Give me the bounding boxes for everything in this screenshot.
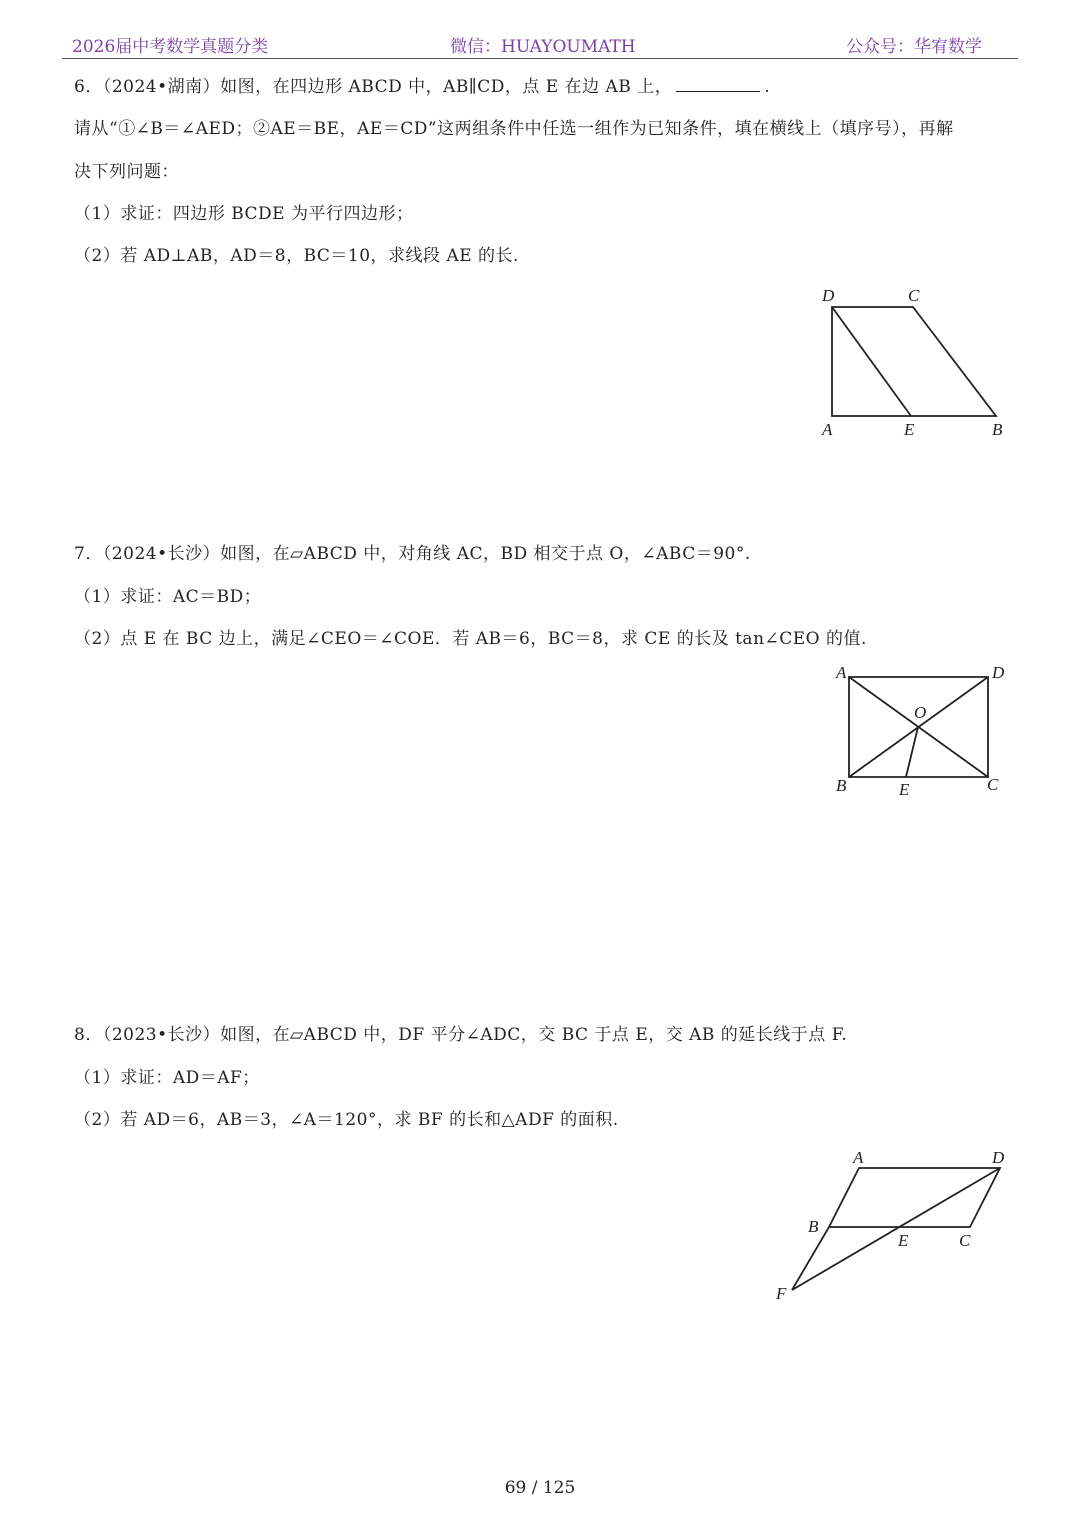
q8-extension-bf [792, 1227, 829, 1290]
q6-label-a: A [822, 420, 833, 439]
q7-label-a: A [836, 663, 847, 682]
q8-label-c: C [959, 1231, 971, 1250]
header-public-account: 公众号：华宥数学 [846, 37, 982, 57]
q6-part2: （2）若 AD⊥AB，AD＝8，BC＝10，求线段 AE 的长. [74, 246, 519, 266]
header-divider [62, 58, 1018, 59]
q7-figure [830, 660, 1040, 805]
q6-conditions-cont: 决下列问题： [74, 162, 179, 182]
q6-part1: （1）求证：四边形 BCDE 为平行四边形； [74, 204, 414, 224]
q6-stem-text: 6．（2024•湖南）如图，在四边形 ABCD 中，AB∥CD，点 E 在边 AB 上， [74, 77, 673, 97]
q7-stem: 7．（2024•长沙）如图，在▱ABCD 中，对角线 AC，BD 相交于点 O，∠ABC＝90°. [74, 544, 751, 564]
q6-label-c: C [908, 286, 920, 305]
q8-label-f: F [776, 1284, 787, 1303]
q6-answer-blank [676, 77, 760, 92]
q8-part1: （1）求证：AD＝AF； [74, 1068, 260, 1088]
q6-label-b: B [992, 420, 1003, 439]
q6-stem-end: . [764, 77, 771, 97]
q6-quadrilateral-abcd [832, 307, 996, 416]
q6-stem [74, 76, 770, 98]
q7-label-d: D [992, 663, 1005, 682]
q6-figure [810, 283, 1040, 453]
q8-label-a: A [853, 1148, 864, 1167]
q7-part1: （1）求证：AC＝BD； [74, 587, 262, 607]
q7-label-e: E [899, 780, 910, 799]
q6-conditions: 请从“①∠B＝∠AED；②AE＝BE，AE＝CD”这两组条件中任选一组作为已知条件，填在横线上（填序号），再解 [74, 119, 954, 139]
q8-label-e: E [898, 1231, 909, 1250]
q6-segment-de [832, 307, 911, 416]
header-left-title: 2026届中考数学真题分类 [72, 37, 269, 57]
q8-part2: （2）若 AD＝6，AB＝3，∠A＝120°，求 BF 的长和△ADF 的面积. [74, 1110, 619, 1130]
q8-figure [770, 1145, 1020, 1310]
page-number: 69 / 125 [504, 1478, 576, 1498]
q8-segment-df [792, 1168, 1000, 1290]
q7-part2: （2）点 E 在 BC 边上，满足∠CEO＝∠COE．若 AB＝6，BC＝8，求 CE 的长及 tan∠CEO 的值. [74, 629, 867, 649]
q6-label-d: D [822, 286, 835, 305]
q7-label-b: B [836, 776, 847, 795]
q8-stem: 8．（2023•长沙）如图，在▱ABCD 中，DF 平分∠ADC，交 BC 于点 E，交 AB 的延长线于点 F. [74, 1025, 848, 1045]
q8-label-b: B [808, 1217, 819, 1236]
header-wechat: 微信：HUAYOUMATH [450, 37, 636, 57]
q7-label-c: C [987, 775, 999, 794]
q7-label-o: O [914, 703, 927, 722]
q8-label-d: D [992, 1148, 1005, 1167]
q6-label-e: E [904, 420, 915, 439]
